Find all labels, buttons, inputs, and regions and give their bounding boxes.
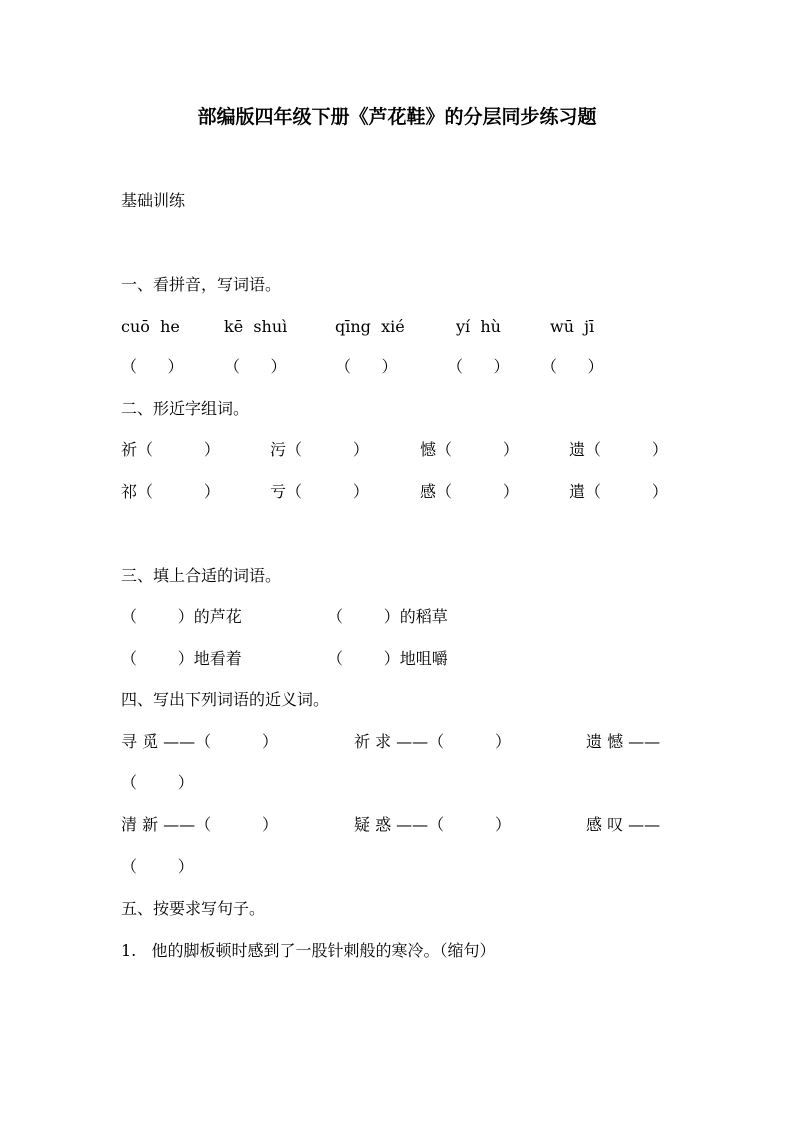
q2-item[interactable]: 祁（ ） bbox=[121, 482, 220, 501]
q2-item[interactable]: 憾（ ） bbox=[420, 440, 519, 459]
q2-heading: 二、形近字组词。 bbox=[121, 399, 250, 418]
q2-item[interactable]: 遗（ ） bbox=[569, 440, 668, 459]
q4-item[interactable]: 祈 求 ——（ ） bbox=[354, 732, 512, 751]
q4-item[interactable]: 感 叹 —— bbox=[586, 815, 661, 834]
q1-blank-4[interactable]: （ ） bbox=[447, 357, 510, 376]
section-heading: 基础训练 bbox=[121, 191, 186, 210]
q1-blank-3[interactable]: （ ） bbox=[335, 357, 398, 376]
q3-item[interactable]: （ ）的芦花 bbox=[121, 607, 242, 626]
q4-item-wrap[interactable]: （ ） bbox=[121, 857, 194, 876]
q1-heading: 一、看拼音，写词语。 bbox=[121, 275, 282, 294]
q5-heading: 五、按要求写句子。 bbox=[121, 899, 266, 918]
q3-item[interactable]: （ ）的稻草 bbox=[327, 607, 448, 626]
q1-pinyin-4: yí hù bbox=[456, 317, 501, 336]
q2-item[interactable]: 遣（ ） bbox=[569, 482, 668, 501]
q3-item[interactable]: （ ）地咀嚼 bbox=[327, 649, 448, 668]
q1-blank-1[interactable]: （ ） bbox=[121, 357, 184, 376]
q4-item[interactable]: 寻 觅 ——（ ） bbox=[121, 732, 279, 751]
q3-item[interactable]: （ ）地看着 bbox=[121, 649, 242, 668]
q1-pinyin-5: wū jī bbox=[550, 317, 595, 336]
q3-heading: 三、填上合适的词语。 bbox=[121, 566, 282, 585]
q1-blank-5[interactable]: （ ） bbox=[541, 357, 604, 376]
q4-item-wrap[interactable]: （ ） bbox=[121, 773, 194, 792]
q2-item[interactable]: 污（ ） bbox=[270, 440, 369, 459]
q2-item[interactable]: 祈（ ） bbox=[121, 440, 220, 459]
q4-item[interactable]: 清 新 ——（ ） bbox=[121, 815, 279, 834]
q1-pinyin-2: kē shuì bbox=[224, 317, 288, 336]
q4-item[interactable]: 遗 憾 —— bbox=[586, 732, 661, 751]
q1-pinyin-1: cuō he bbox=[121, 317, 180, 336]
q4-heading: 四、写出下列词语的近义词。 bbox=[121, 690, 330, 709]
q4-item[interactable]: 疑 惑 ——（ ） bbox=[354, 815, 512, 834]
page-title: 部编版四年级下册《芦花鞋》的分层同步练习题 bbox=[197, 106, 597, 128]
q1-blank-2[interactable]: （ ） bbox=[224, 357, 287, 376]
q1-pinyin-3: qīng xié bbox=[335, 317, 405, 336]
q2-item[interactable]: 感（ ） bbox=[420, 482, 519, 501]
q5-item-1: 1. 他的脚板顿时感到了一股针刺般的寒冷。（缩句） bbox=[121, 941, 496, 960]
q2-item[interactable]: 亏（ ） bbox=[270, 482, 369, 501]
